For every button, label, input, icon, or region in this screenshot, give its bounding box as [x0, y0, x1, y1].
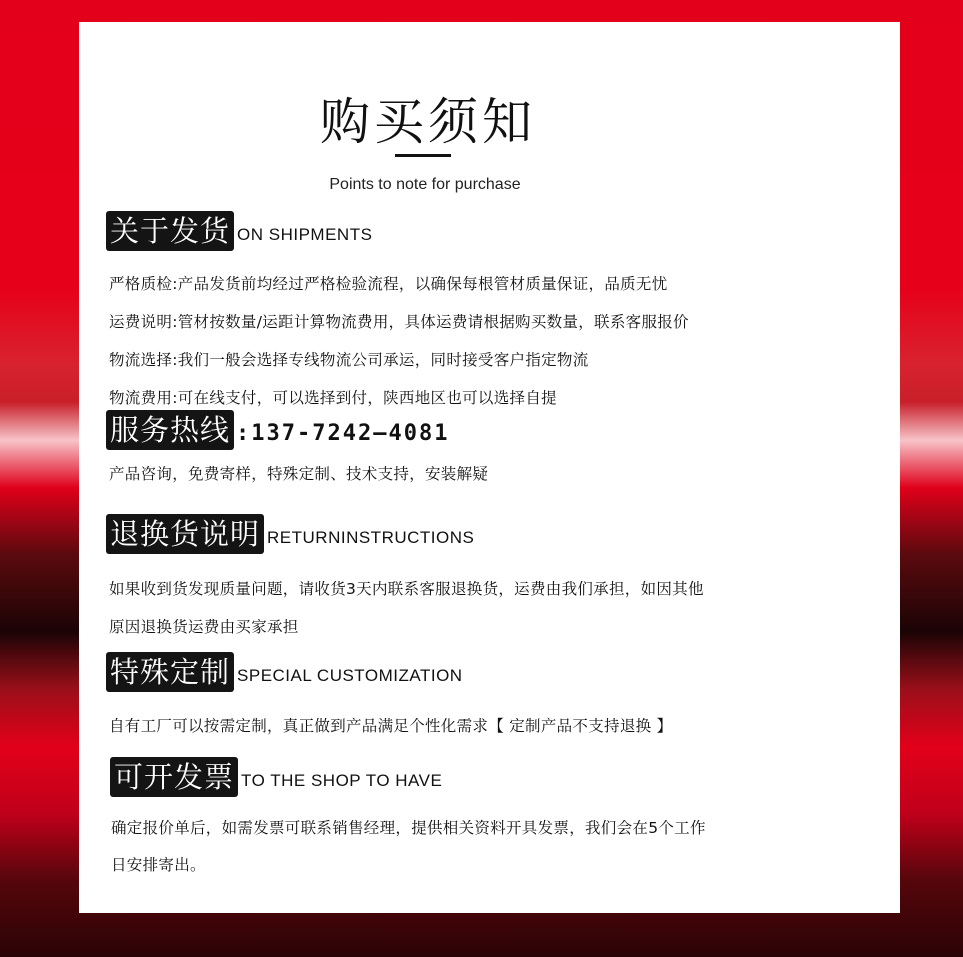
shipping-line-4: 物流费用:可在线支付，可以选择到付，陕西地区也可以选择自提 — [109, 389, 557, 407]
section-returns-badge: 退换货说明 — [106, 514, 264, 554]
returns-line-2: 原因退换货运费由买家承担 — [109, 618, 299, 636]
page-subtitle: Points to note for purchase — [329, 176, 521, 193]
section-custom-header — [106, 652, 463, 692]
section-returns-header — [106, 514, 474, 554]
section-hotline-header — [106, 410, 449, 450]
hotline-line-1: 产品咨询，免费寄样，特殊定制、技术支持，安装解疑 — [109, 465, 489, 483]
returns-line-1: 如果收到货发现质量问题，请收货3天内联系客服退换货，运费由我们承担，如因其他 — [109, 580, 704, 598]
shipping-line-3: 物流选择:我们一般会选择专线物流公司承运，同时接受客户指定物流 — [109, 351, 589, 369]
section-shipping-english: ON SHIPMENTS — [237, 225, 373, 244]
section-returns-english: RETURNINSTRUCTIONS — [267, 528, 475, 547]
custom-line-1: 自有工厂可以按需定制，真正做到产品满足个性化需求【 定制产品不支持退换 】 — [109, 717, 673, 735]
invoice-line-1: 确定报价单后，如需发票可联系销售经理，提供相关资料开具发票，我们会在5个工作 — [111, 819, 706, 837]
title-underline — [395, 154, 451, 157]
section-invoice-badge: 可开发票 — [110, 757, 238, 797]
section-custom-english: SPECIAL CUSTOMIZATION — [237, 666, 463, 685]
section-invoice-header — [110, 757, 442, 797]
section-shipping-header — [106, 211, 372, 251]
section-hotline-badge: 服务热线 — [106, 410, 234, 450]
section-custom-badge: 特殊定制 — [106, 652, 234, 692]
shipping-line-1: 严格质检:产品发货前均经过严格检验流程，以确保每根管材质量保证，品质无忧 — [109, 275, 668, 293]
shipping-line-2: 运费说明:管材按数量/运距计算物流费用，具体运费请根据购买数量，联系客服报价 — [109, 313, 689, 331]
hotline-phone-number: :137-7242—4081 — [236, 421, 450, 446]
invoice-line-2: 日安排寄出。 — [111, 856, 206, 874]
page-title: 购买须知 — [320, 93, 536, 151]
section-shipping-badge: 关于发货 — [106, 211, 234, 251]
section-invoice-english: TO THE SHOP TO HAVE — [241, 771, 443, 790]
